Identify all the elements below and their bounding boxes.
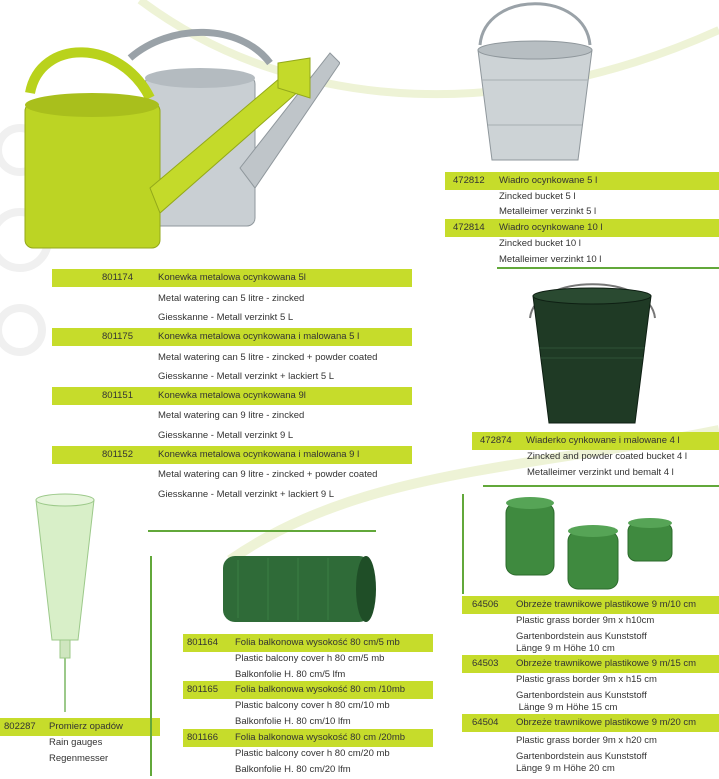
vertical-divider <box>150 556 152 776</box>
product-de: Balkonfolie H. 80 cm/5 lfm <box>235 669 346 680</box>
product-bar-472874: 472874 Wiaderko cynkowane i malowane 4 l <box>472 432 719 450</box>
product-bar-801166: 801166 Folia balkonowa wysokość 80 cm /20mb <box>183 729 433 747</box>
product-bar-801165: 801165 Folia balkonowa wysokość 80 cm /10mb <box>183 681 433 699</box>
divider <box>483 485 719 487</box>
product-de: Balkonfolie H. 80 cm/10 lfm <box>235 716 351 727</box>
product-en: Plastic grass border 9m x h10cm <box>516 615 655 626</box>
product-en: Metal watering can 5 litre - zincked + powder coated <box>158 352 378 363</box>
product-en: Metal watering can 5 litre - zincked <box>158 293 305 304</box>
product-bar-801151: 801151 Konewka metalowa ocynkowana 9l <box>52 387 412 405</box>
product-en: Plastic balcony cover h 80 cm/20 mb <box>235 748 390 759</box>
product-de: Gartenbordstein aus Kunststoff <box>516 690 647 701</box>
product-bar-64503: 64503 Obrzeże trawnikowe plastikowe 9 m/15 cm <box>462 655 719 673</box>
product-en: Zincked bucket 5 l <box>499 191 576 202</box>
product-de-size: Länge 9 m Höhe 10 cm <box>516 643 615 654</box>
product-de: Gartenbordstein aus Kunststoff <box>516 631 647 642</box>
product-en: Plastic balcony cover h 80 cm/5 mb <box>235 653 385 664</box>
product-en: Plastic grass border 9m x h20 cm <box>516 735 657 746</box>
rain-gauge-image <box>30 490 100 715</box>
product-bar-64506: 64506 Obrzeże trawnikowe plastikowe 9 m/10 cm <box>462 596 719 614</box>
product-en: Metal watering can 9 litre - zincked <box>158 410 305 421</box>
product-bar-801152: 801152 Konewka metalowa ocynkowana i malowana 9 l <box>52 446 412 464</box>
product-bar-801174: 801174 Konewka metalowa ocynkowana 5l <box>52 269 412 287</box>
product-bar-472812: 472812 Wiadro ocynkowane 5 l <box>445 172 719 190</box>
product-en: Zincked bucket 10 l <box>499 238 581 249</box>
product-de: Gartenbordstein aus Kunststoff <box>516 751 647 762</box>
product-de: Regenmesser <box>49 753 109 764</box>
divider <box>497 267 719 269</box>
product-de: Balkonfolie H. 80 cm/20 lfm <box>235 764 351 775</box>
green-bucket-image <box>525 278 660 428</box>
product-bar-64504: 64504 Obrzeże trawnikowe plastikowe 9 m/20 cm <box>462 714 719 732</box>
product-bar-472814: 472814 Wiadro ocynkowane 10 l <box>445 219 719 237</box>
balcony-cover-image <box>218 548 378 628</box>
product-de: Metalleimer verzinkt und bemalt 4 l <box>527 467 674 478</box>
product-de: Giesskanne - Metall verzinkt + lackiert 9 L <box>158 489 335 500</box>
product-en: Plastic balcony cover h 80 cm/10 mb <box>235 700 390 711</box>
product-bar-801164: 801164 Folia balkonowa wysokość 80 cm/5 mb <box>183 634 433 652</box>
grass-borders-image <box>500 495 680 595</box>
vertical-divider <box>462 494 464 594</box>
product-de: Metalleimer verzinkt 10 l <box>499 254 602 265</box>
product-bar-801175: 801175 Konewka metalowa ocynkowana i malowana 5 l <box>52 328 412 346</box>
product-en: Rain gauges <box>49 737 103 748</box>
product-en: Metal watering can 9 litre - zincked + powder coated <box>158 469 378 480</box>
product-de: Giesskanne - Metall verzinkt 5 L <box>158 312 294 323</box>
product-bar-802287: 802287 Promierz opadów <box>0 718 160 736</box>
zinc-bucket-image <box>470 0 600 170</box>
product-de-size: Länge 9 m Höhe 20 cm <box>516 763 615 774</box>
product-en: Zincked and powder coated bucket 4 l <box>527 451 688 462</box>
product-de: Giesskanne - Metall verzinkt 9 L <box>158 430 294 441</box>
watering-cans-image <box>10 18 340 258</box>
divider <box>148 530 376 532</box>
product-de: Metalleimer verzinkt 5 l <box>499 206 597 217</box>
product-de: Giesskanne - Metall verzinkt + lackiert 5 L <box>158 371 335 382</box>
product-de-size: Länge 9 m Höhe 15 cm <box>516 702 618 713</box>
product-en: Plastic grass border 9m x h15 cm <box>516 674 657 685</box>
